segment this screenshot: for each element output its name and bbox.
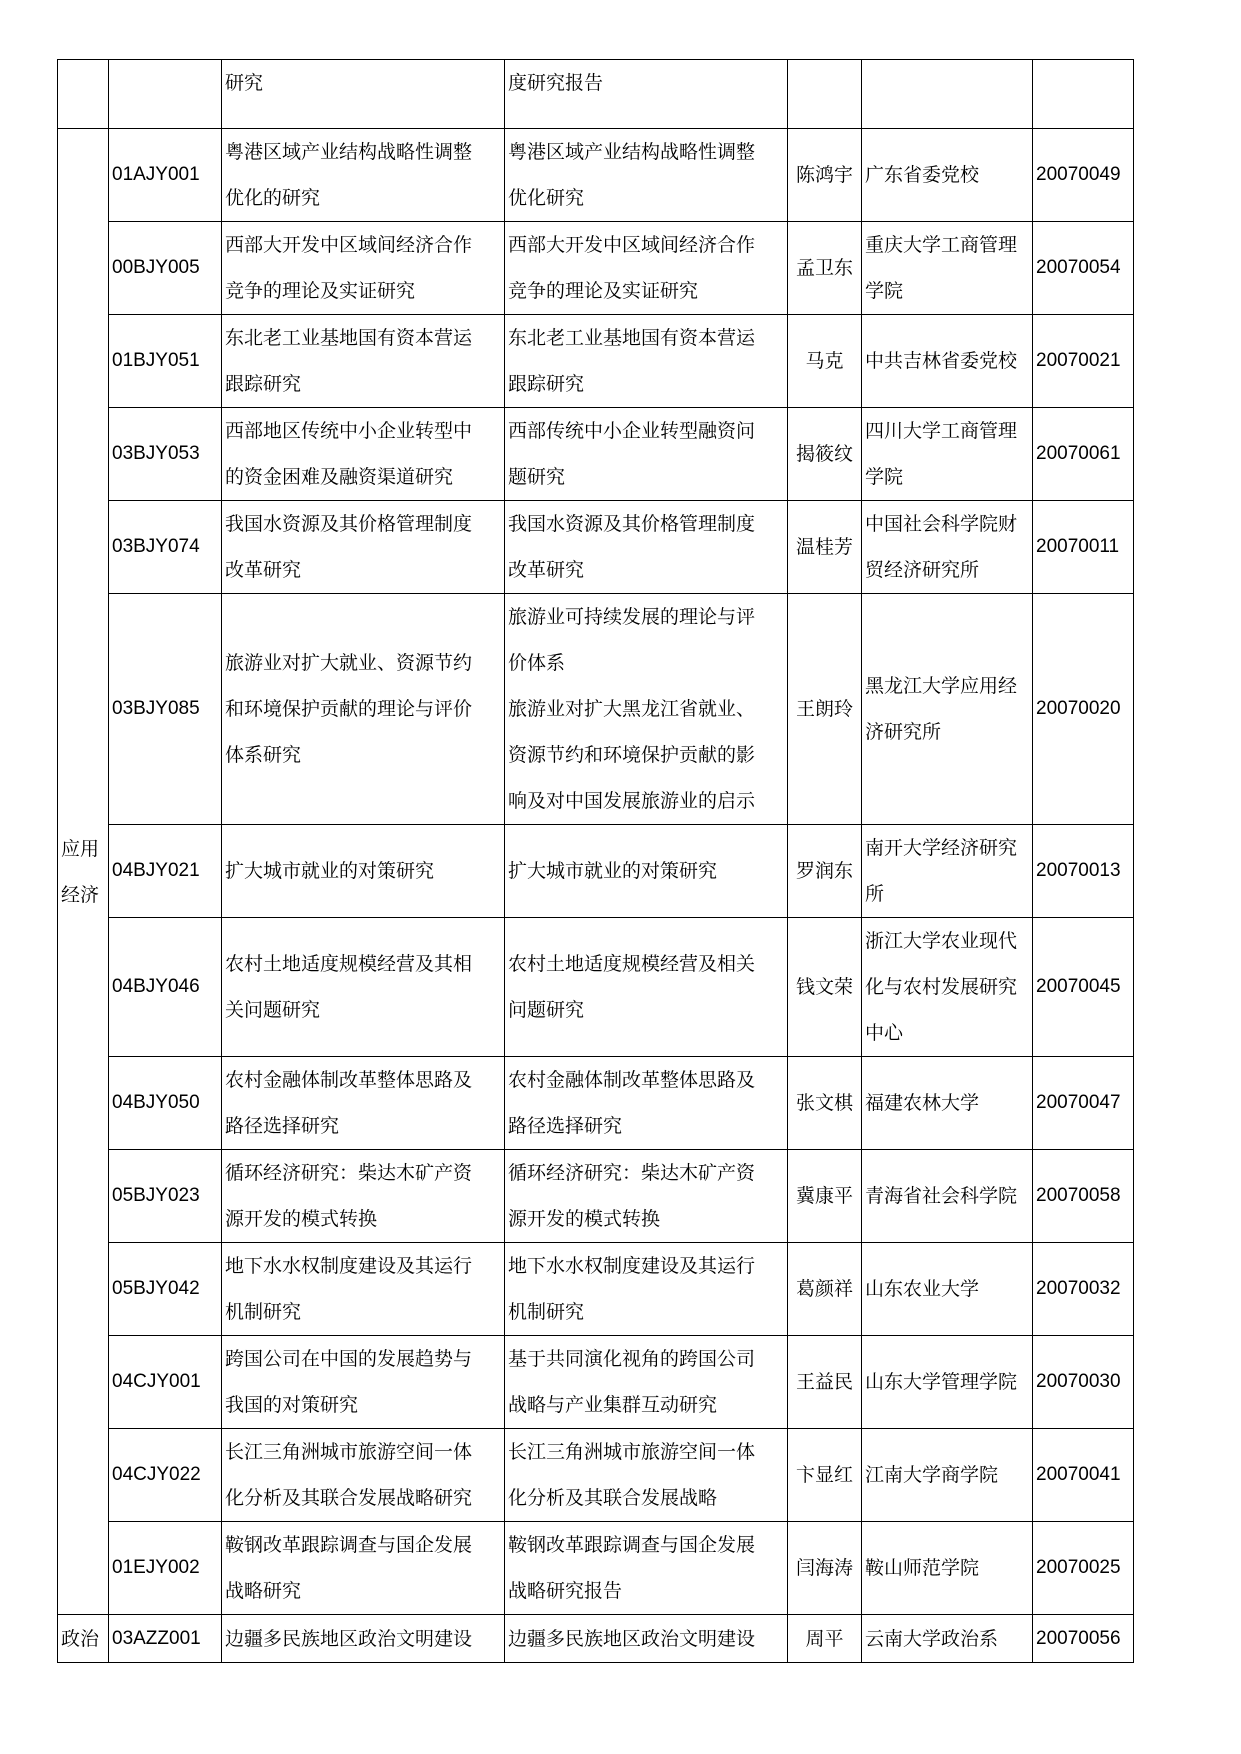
- title-line: 旅游业对扩大就业、资源节约: [225, 652, 473, 674]
- number-cell: [1033, 1522, 1134, 1615]
- title-cell: [222, 1243, 505, 1336]
- result-line: 改革研究: [508, 559, 585, 581]
- org-cell: [862, 1522, 1033, 1615]
- continued-row: [58, 60, 1134, 129]
- name-cell: [788, 825, 862, 918]
- title-line: 东北老工业基地国有资本营运: [225, 327, 473, 349]
- number-cell: [1033, 408, 1134, 501]
- number-cell: [1033, 918, 1134, 1057]
- org-line: 贸经济研究所: [865, 559, 980, 581]
- org-cell: [862, 1150, 1033, 1243]
- result-line: 地下水水权制度建设及其运行: [508, 1255, 756, 1277]
- name-cell-text: 张文棋: [795, 1092, 853, 1114]
- code-cell: [109, 1243, 222, 1336]
- org-cell: [862, 1057, 1033, 1150]
- title-cell: [222, 222, 505, 315]
- name-cell: [788, 222, 862, 315]
- result-line: 题研究: [508, 466, 566, 488]
- name-cell: [788, 129, 862, 222]
- number-cell-text: 20070061: [1036, 443, 1121, 464]
- result-line: 机制研究: [508, 1301, 585, 1323]
- org-cell: [862, 1243, 1033, 1336]
- table-row: [58, 918, 1134, 1057]
- org-line: 四川大学工商管理: [865, 420, 1018, 442]
- name-cell: [788, 1429, 862, 1522]
- result-line: 竞争的理论及实证研究: [508, 280, 699, 302]
- number-cell: [1033, 1615, 1134, 1663]
- result-cell: [505, 129, 788, 222]
- title-cell: [222, 1615, 505, 1663]
- result-line: 旅游业对扩大黑龙江省就业、: [508, 698, 756, 720]
- name-cell-text: 闫海涛: [795, 1557, 853, 1579]
- name-cell-text: 冀康平: [795, 1185, 853, 1207]
- org-line: 鞍山师范学院: [865, 1557, 980, 1579]
- code-cell-text: 01BJY051: [112, 350, 200, 371]
- code-cell-text: 03BJY053: [112, 443, 200, 464]
- table-row: [58, 1429, 1134, 1522]
- table-row: [58, 222, 1134, 315]
- org-line: 中心: [865, 1022, 904, 1044]
- code-cell: [109, 222, 222, 315]
- code-cell: [109, 60, 222, 129]
- title-cell: [222, 1150, 505, 1243]
- number-cell: [1033, 1429, 1134, 1522]
- result-line: 东北老工业基地国有资本营运: [508, 327, 756, 349]
- org-line: 浙江大学农业现代: [865, 930, 1018, 952]
- title-line: 的资金困难及融资渠道研究: [225, 466, 454, 488]
- title-line: 循环经济研究：柴达木矿产资: [225, 1162, 473, 1184]
- table-row: [58, 501, 1134, 594]
- name-cell-text: 温桂芳: [795, 536, 853, 558]
- result-cell: [505, 1336, 788, 1429]
- number-cell-text: 20070049: [1036, 164, 1121, 185]
- table-row: [58, 129, 1134, 222]
- category-label: 经济: [61, 883, 100, 906]
- org-cell: [862, 594, 1033, 825]
- number-cell-text: 20070021: [1036, 350, 1121, 371]
- table-row: [58, 315, 1134, 408]
- title-cell: [222, 129, 505, 222]
- table-row: [58, 1150, 1134, 1243]
- title-line: 源开发的模式转换: [225, 1208, 378, 1230]
- result-cell: [505, 315, 788, 408]
- name-cell: [788, 60, 862, 129]
- name-cell-text: 王朗玲: [795, 698, 853, 720]
- name-cell: [788, 1150, 862, 1243]
- result-line: 循环经济研究：柴达木矿产资: [508, 1162, 756, 1184]
- title-line: 和环境保护贡献的理论与评价: [225, 698, 473, 720]
- number-cell-text: 20070056: [1036, 1627, 1121, 1649]
- org-cell: [862, 1336, 1033, 1429]
- org-line: 黑龙江大学应用经: [865, 675, 1018, 697]
- name-cell-text: 孟卫东: [795, 257, 853, 279]
- code-cell-text: 05BJY023: [112, 1185, 200, 1206]
- number-cell: [1033, 1150, 1134, 1243]
- title-line: 西部大开发中区域间经济合作: [225, 234, 473, 256]
- title-cell: [222, 825, 505, 918]
- name-cell: [788, 315, 862, 408]
- title-cell: [222, 1522, 505, 1615]
- title-line: 改革研究: [225, 559, 302, 581]
- result-line: 跟踪研究: [508, 373, 585, 395]
- result-cell: [505, 594, 788, 825]
- table-row: [58, 825, 1134, 918]
- title-line: 农村金融体制改革整体思路及: [225, 1069, 473, 1091]
- result-line: 边疆多民族地区政治文明建设: [508, 1627, 756, 1650]
- table-row: [58, 1336, 1134, 1429]
- code-cell: [109, 1057, 222, 1150]
- title-line: 跟踪研究: [225, 373, 302, 395]
- number-cell: [1033, 60, 1134, 129]
- code-cell: [109, 408, 222, 501]
- org-cell: [862, 315, 1033, 408]
- org-cell: [862, 501, 1033, 594]
- number-cell-text: 20070030: [1036, 1371, 1121, 1392]
- title-line: 长江三角洲城市旅游空间一体: [225, 1441, 473, 1463]
- code-cell-text: 05BJY042: [112, 1278, 200, 1299]
- category-politics: [58, 1615, 109, 1663]
- name-cell-text: 葛颜祥: [795, 1278, 853, 1300]
- result-line: 战略与产业集群互动研究: [508, 1394, 718, 1416]
- title-line: 化分析及其联合发展战略研究: [225, 1487, 473, 1509]
- code-cell-text: 04CJY001: [112, 1371, 201, 1392]
- title-cell: [222, 408, 505, 501]
- result-line: 我国水资源及其价格管理制度: [508, 513, 756, 535]
- result-cell: [505, 1150, 788, 1243]
- number-cell-text: 20070011: [1036, 536, 1120, 557]
- result-line: 扩大城市就业的对策研究: [508, 860, 718, 882]
- table-row: [58, 594, 1134, 825]
- name-cell: [788, 1615, 862, 1663]
- result-line: 西部大开发中区域间经济合作: [508, 234, 756, 256]
- name-cell: [788, 501, 862, 594]
- title-cell: [222, 1057, 505, 1150]
- title-cell: [222, 1336, 505, 1429]
- result-cell: 度研究报告: [505, 60, 788, 129]
- number-cell: [1033, 594, 1134, 825]
- title-line: 关问题研究: [225, 999, 321, 1021]
- org-line: 重庆大学工商管理: [865, 234, 1018, 256]
- project-table: [57, 59, 1134, 1663]
- name-cell: [788, 1243, 862, 1336]
- result-line: 长江三角洲城市旅游空间一体: [508, 1441, 756, 1463]
- result-line: 旅游业可持续发展的理论与评: [508, 606, 756, 628]
- name-cell: [788, 1336, 862, 1429]
- title-line: 跨国公司在中国的发展趋势与: [225, 1348, 473, 1370]
- name-cell: [788, 1522, 862, 1615]
- result-line: 响及对中国发展旅游业的启示: [508, 790, 756, 812]
- result-line: 战略研究报告: [508, 1580, 623, 1602]
- number-cell-text: 20070054: [1036, 257, 1121, 278]
- org-cell: [862, 1615, 1033, 1663]
- org-line: 山东农业大学: [865, 1278, 980, 1300]
- result-line: 优化研究: [508, 187, 585, 209]
- title-cell: [222, 315, 505, 408]
- org-line: 南开大学经济研究: [865, 837, 1018, 859]
- code-cell-text: 00BJY005: [112, 257, 200, 278]
- result-cell: [505, 501, 788, 594]
- name-cell-text: 王益民: [795, 1371, 853, 1393]
- code-cell: [109, 825, 222, 918]
- org-cell: [862, 825, 1033, 918]
- result-line: 农村土地适度规模经营及相关: [508, 953, 756, 975]
- title-line: 我国的对策研究: [225, 1394, 359, 1416]
- category-applied-economics: [58, 129, 109, 1615]
- name-cell-text: 周平: [805, 1627, 844, 1650]
- number-cell-text: 20070047: [1036, 1092, 1121, 1113]
- code-cell-text: 03AZZ001: [112, 1627, 201, 1649]
- code-cell-text: 04BJY046: [112, 976, 200, 997]
- code-cell-text: 04BJY050: [112, 1092, 200, 1113]
- code-cell-text: 01EJY002: [112, 1557, 200, 1578]
- org-line: 化与农村发展研究: [865, 976, 1018, 998]
- org-line: 学院: [865, 280, 904, 302]
- code-cell: [109, 1429, 222, 1522]
- org-line: 江南大学商学院: [865, 1464, 999, 1486]
- result-cell: [505, 825, 788, 918]
- title-line: 鞍钢改革跟踪调查与国企发展: [225, 1534, 473, 1556]
- number-cell: [1033, 501, 1134, 594]
- result-line: 基于共同演化视角的跨国公司: [508, 1348, 756, 1370]
- org-line: 青海省社会科学院: [865, 1185, 1018, 1207]
- title-cell: [222, 594, 505, 825]
- number-cell: [1033, 129, 1134, 222]
- result-line: 粤港区域产业结构战略性调整: [508, 141, 756, 163]
- code-cell: [109, 1615, 222, 1663]
- code-cell-text: 04BJY021: [112, 860, 200, 881]
- result-cell: [505, 1522, 788, 1615]
- title-cell: [222, 501, 505, 594]
- table-row: [58, 1057, 1134, 1150]
- number-cell-text: 20070013: [1036, 860, 1121, 881]
- code-cell: [109, 129, 222, 222]
- title-line: 农村土地适度规模经营及其相: [225, 953, 473, 975]
- result-cell: [505, 408, 788, 501]
- name-cell: [788, 408, 862, 501]
- org-line: 云南大学政治系: [865, 1627, 999, 1650]
- name-cell-text: 罗润东: [795, 860, 853, 882]
- result-cell: [505, 222, 788, 315]
- title-line: 路径选择研究: [225, 1115, 340, 1137]
- title-line: 我国水资源及其价格管理制度: [225, 513, 473, 535]
- org-line: 学院: [865, 466, 904, 488]
- name-cell-text: 卞显红: [795, 1464, 853, 1486]
- category-label: 应用: [61, 837, 100, 860]
- number-cell: [1033, 222, 1134, 315]
- code-cell: [109, 315, 222, 408]
- table-row: [58, 1615, 1134, 1663]
- result-line: 问题研究: [508, 999, 585, 1021]
- number-cell-text: 20070020: [1036, 698, 1121, 719]
- code-cell: [109, 1522, 222, 1615]
- name-cell-text: 钱文荣: [795, 976, 853, 998]
- number-cell-text: 20070058: [1036, 1185, 1121, 1206]
- code-cell: [109, 501, 222, 594]
- code-cell-text: 01AJY001: [112, 164, 200, 185]
- org-cell: [862, 60, 1033, 129]
- number-cell-text: 20070045: [1036, 976, 1121, 997]
- code-cell-text: 03BJY085: [112, 698, 200, 719]
- number-cell: [1033, 825, 1134, 918]
- result-cell: [505, 1057, 788, 1150]
- title-line: 边疆多民族地区政治文明建设: [225, 1627, 473, 1650]
- code-cell-text: 03BJY074: [112, 536, 200, 557]
- result-line: 鞍钢改革跟踪调查与国企发展: [508, 1534, 756, 1556]
- org-line: 济研究所: [865, 721, 942, 743]
- org-line: 所: [865, 883, 885, 905]
- org-cell: [862, 918, 1033, 1057]
- org-line: 广东省委党校: [865, 164, 980, 186]
- code-cell-text: 04CJY022: [112, 1464, 201, 1485]
- table-row: [58, 1522, 1134, 1615]
- title-line: 机制研究: [225, 1301, 302, 1323]
- name-cell: [788, 918, 862, 1057]
- category-cell: [58, 60, 109, 129]
- title-line: 扩大城市就业的对策研究: [225, 860, 435, 882]
- number-cell: [1033, 1057, 1134, 1150]
- result-line: 源开发的模式转换: [508, 1208, 661, 1230]
- org-line: 中国社会科学院财: [865, 513, 1018, 535]
- code-cell: [109, 1150, 222, 1243]
- number-cell: [1033, 1336, 1134, 1429]
- name-cell-text: 马克: [805, 350, 844, 372]
- table-row: [58, 1243, 1134, 1336]
- org-line: 福建农林大学: [865, 1092, 980, 1114]
- result-cell: [505, 918, 788, 1057]
- code-cell: [109, 594, 222, 825]
- number-cell-text: 20070041: [1036, 1464, 1121, 1485]
- org-line: 中共吉林省委党校: [865, 350, 1018, 372]
- code-cell: [109, 918, 222, 1057]
- result-line: 资源节约和环境保护贡献的影: [508, 744, 756, 766]
- title-line: 优化的研究: [225, 187, 321, 209]
- org-line: 山东大学管理学院: [865, 1371, 1018, 1393]
- number-cell: [1033, 1243, 1134, 1336]
- result-line: 农村金融体制改革整体思路及: [508, 1069, 756, 1091]
- name-cell-text: 陈鸿宇: [795, 164, 853, 186]
- result-cell: [505, 1429, 788, 1522]
- org-cell: [862, 129, 1033, 222]
- title-line: 体系研究: [225, 744, 302, 766]
- title-cell: 研究: [222, 60, 505, 129]
- table-row: [58, 408, 1134, 501]
- number-cell-text: 20070032: [1036, 1278, 1121, 1299]
- title-cell: [222, 1429, 505, 1522]
- title-cell: [222, 918, 505, 1057]
- category-politics-text: 政治: [61, 1627, 100, 1650]
- number-cell-text: 20070025: [1036, 1557, 1121, 1578]
- org-cell: [862, 1429, 1033, 1522]
- result-cell: [505, 1615, 788, 1663]
- org-cell: [862, 408, 1033, 501]
- title-line: 竞争的理论及实证研究: [225, 280, 416, 302]
- org-cell: [862, 222, 1033, 315]
- result-cell: [505, 1243, 788, 1336]
- name-cell: [788, 594, 862, 825]
- number-cell: [1033, 315, 1134, 408]
- name-cell-text: 揭筱纹: [795, 443, 853, 465]
- name-cell: [788, 1057, 862, 1150]
- title-line: 战略研究: [225, 1580, 302, 1602]
- result-line: 路径选择研究: [508, 1115, 623, 1137]
- result-line: 价体系: [508, 652, 566, 674]
- code-cell: [109, 1336, 222, 1429]
- title-line: 粤港区域产业结构战略性调整: [225, 141, 473, 163]
- title-line: 地下水水权制度建设及其运行: [225, 1255, 473, 1277]
- result-line: 化分析及其联合发展战略: [508, 1487, 718, 1509]
- title-line: 西部地区传统中小企业转型中: [225, 420, 473, 442]
- result-line: 西部传统中小企业转型融资问: [508, 420, 756, 442]
